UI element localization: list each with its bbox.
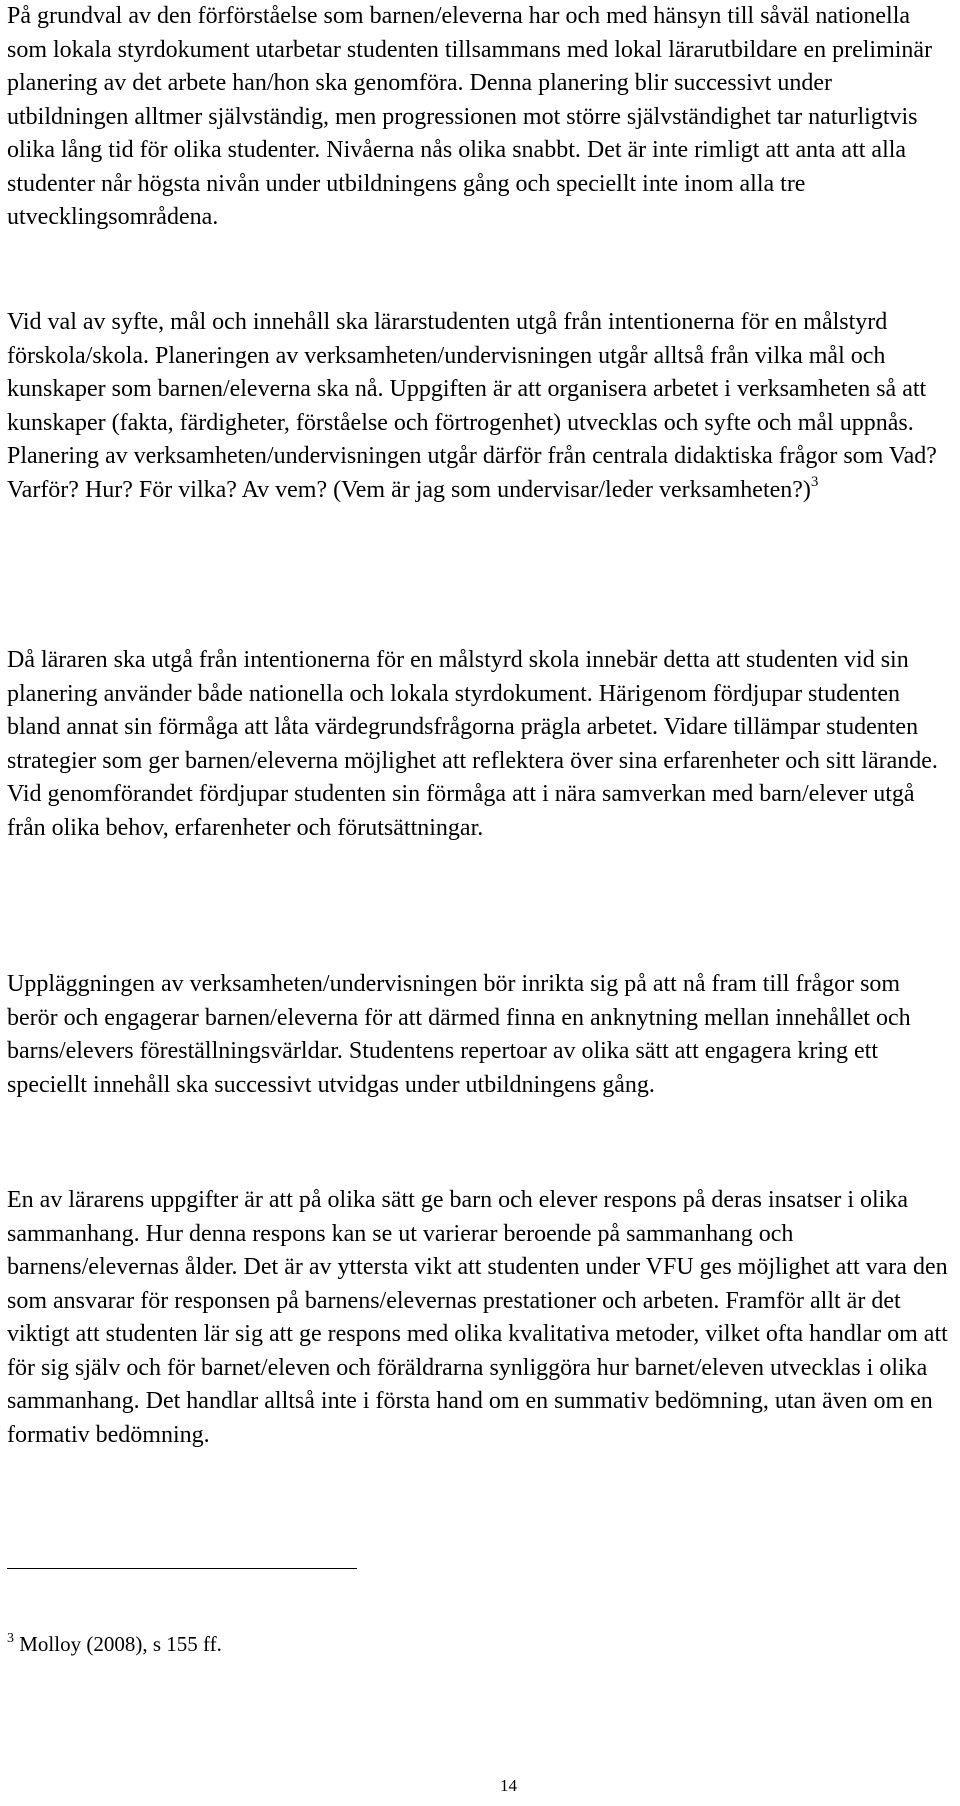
paragraph-goal-oriented-school: [7, 644, 953, 845]
footnote-reference[interactable]: 3: [810, 473, 819, 490]
paragraph-text: På grundval av den förförståelse som barnen/eleverna har och med hänsyn till såväl nationella som lokala styrdokument utarbetar studenten tillsammans med lokal lärarutbildare en preliminär planering av det arbete han/hon ska genomföra. Denna planering blir successivt under utbildningen alltmer självständig, men progressionen mot större självständighet tar naturligtvis olika lång tid för olika studenter. Nivåerna nås olika snabbt. Det är inte rimligt att anta att alla studenter når högsta nivån under utbildningens gång och speciellt inte inom alla tre utvecklingsområdena.: [7, 3, 933, 230]
paragraph-text: Då läraren ska utgå från intentionerna för en målstyrd skola innebär detta att studenten vid sin planering använder både nationella och lokala styrdokument. Härigenom fördjupar studenten bland annat sin förmåga att låta värdegrundsfrågorna prägla arbetet. Vidare tillämpar studenten strategier som ger barnen/eleverna möjlighet att reflektera över sina erfarenheter och sitt lärande. Vid genomförandet fördjupar studenten sin förmåga att i nära samverkan med barn/elever utgå från olika behov, erfarenheter och förutsättningar.: [7, 647, 938, 841]
paragraph-feedback-assessment: [7, 1184, 953, 1452]
paragraph-teaching-design: [7, 968, 953, 1102]
footnote: [7, 1630, 222, 1658]
paragraph-purpose-goals: [7, 306, 953, 507]
paragraph-planning-basis: [7, 0, 953, 235]
page-number: 14: [500, 1776, 517, 1795]
footnote-divider: [7, 1568, 357, 1569]
paragraph-text: Uppläggningen av verksamheten/undervisningen bör inrikta sig på att nå fram till frågor som berör och engagerar barnen/eleverna för att därmed finna en anknytning mellan innehållet och barns/elevers föreställningsvärldar. Studentens repertoar av olika sätt att engagera kring ett speciellt innehåll ska successivt utvidgas under utbildningens gång.: [7, 971, 911, 1098]
footnote-text: Molloy (2008), s 155 ff.: [19, 1632, 222, 1656]
paragraph-text: En av lärarens uppgifter är att på olika sätt ge barn och elever respons på deras insatser i olika sammanhang. Hur denna respons kan se ut varierar beroende på sammanhang och barnens/elevernas ålder. Det är av yttersta vikt att studenten under VFU ges möjlighet att vara den som ansvarar för responsen på barnens/elevernas prestationer och arbeten. Framför allt är det viktigt att studenten lär sig att ge respons med olika kvalitativa metoder, vilket ofta handlar om att för sig själv och för barnet/eleven och föräldrarna synliggöra hur barnet/eleven utvecklas i olika sammanhang. Det handlar alltså inte i första hand om en summativ bedömning, utan även om en formativ bedömning.: [7, 1187, 948, 1448]
footnote-marker: 3: [7, 1631, 14, 1646]
paragraph-text: Vid val av syfte, mål och innehåll ska lärarstudenten utgå från intentionerna för en målstyrd förskola/skola. Planeringen av verksamheten/undervisningen utgår alltså från vilka mål och kunskaper som barnen/eleverna ska nå. Uppgiften är att organisera arbetet i verksamheten så att kunskaper (fakta, färdigheter, förståelse och förtrogenhet) utvecklas och syfte och mål uppnås. Planering av verksamheten/undervisningen utgår därför från centrala didaktiska frågor som Vad? Varför? Hur? För vilka? Av vem? (Vem är jag som undervisar/leder verksamheten?): [7, 309, 937, 503]
